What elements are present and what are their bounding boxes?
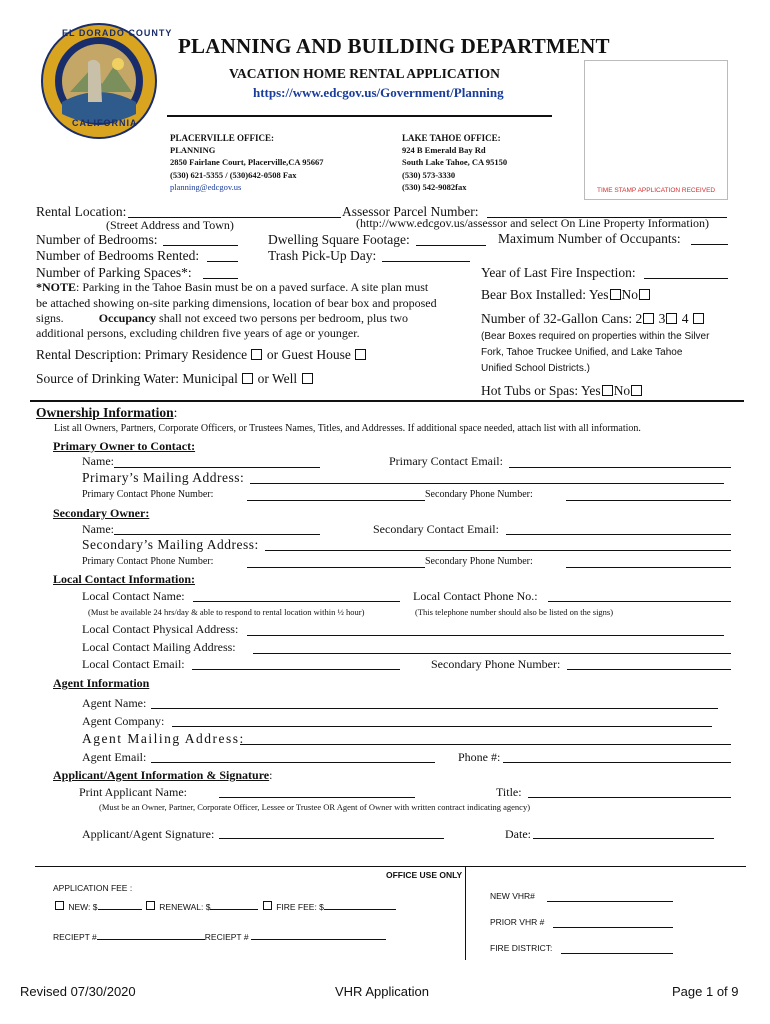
title-field[interactable] [528,797,731,798]
application-fee-label: APPLICATION FEE : [53,883,133,893]
secondary-email-label: Secondary Contact Email: [373,522,499,536]
new-fee-field[interactable] [98,909,142,910]
bear-box-label: Bear Box Installed: Yes [481,287,609,302]
agent-address-field[interactable] [240,744,731,745]
guest-house-checkbox[interactable] [355,349,366,360]
primary-secondary-phone-label: Secondary Phone Number: [425,489,533,500]
note-signs: signs. [36,311,64,325]
trash-pickup-label: Trash Pick-Up Day: [268,248,377,263]
well-checkbox[interactable] [302,373,313,384]
agent-company-label: Agent Company: [82,714,165,728]
local-name-label: Local Contact Name: [82,589,185,603]
fee-row [53,901,396,912]
secondary-name-field[interactable] [114,534,320,535]
hot-tubs-yes-checkbox[interactable] [602,385,613,396]
time-stamp-label: TIME STAMP APPLICATION RECEIVED [597,187,716,194]
renewal-field[interactable] [210,909,258,910]
note-text3: shall not exceed two persons per bedroom, plus two [159,311,408,325]
header-divider [167,115,552,117]
cans-label: Number of 32-Gallon Cans: 2 [481,311,643,326]
cans-row [481,311,705,327]
seal-text-top: EL DORADO COUNTY [62,28,173,38]
receipt1-field[interactable] [97,939,205,940]
primary-secondary-phone-field[interactable] [566,500,731,501]
parking-note-line4: additional persons, excluding children five years of age or younger. [36,326,360,340]
signature-heading [53,768,272,783]
secondary-secondary-phone-label: Secondary Phone Number: [425,556,533,567]
fire-fee-checkbox[interactable] [263,901,272,910]
bear-box-row [481,287,651,303]
note-text1: : Parking in the Tahoe Basin must be on a paved surface. A site plan must [76,280,429,294]
bear-box-yes-checkbox[interactable] [610,289,621,300]
tahoe-line2: South Lake Tahoe, CA 95150 [402,157,508,167]
office-use-box [35,866,746,961]
new-vhr-label: NEW VHR# [490,891,535,901]
bear-note-1: (Bear Boxes required on properties within the Silver [481,331,710,342]
agent-email-field[interactable] [151,762,435,763]
primary-name-field[interactable] [114,467,320,468]
new-fee-label: NEW: $ [68,902,98,912]
fire-inspection-field[interactable] [644,278,728,279]
footer-revised: Revised 07/30/2020 [20,984,136,999]
parking-note-line2: be attached showing on-site parking dimensions, location of bear box and proposed [36,296,437,310]
prior-vhr-label: PRIOR VHR # [490,917,545,927]
cans-4-checkbox[interactable] [693,313,704,324]
primary-name-label: Name: [82,454,114,468]
local-mailing-label: Local Contact Mailing Address: [82,640,236,654]
print-name-label: Print Applicant Name: [79,785,187,799]
dwelling-sqft-label: Dwelling Square Footage: [268,232,410,247]
primary-phone-label: Primary Contact Phone Number: [82,489,214,500]
parking-spaces-field[interactable] [203,278,238,279]
primary-mailing-label: Primary’s Mailing Address: [82,470,245,485]
rental-location-label: Rental Location: [36,204,127,219]
fire-fee-label: FIRE FEE: $ [276,902,324,912]
bear-note-2: Fork, Tahoe Truckee Unified, and Lake Tahoe [481,347,683,358]
fire-inspection-label: Year of Last Fire Inspection: [481,265,636,280]
footer-page: Page 1 of 9 [672,984,739,999]
tahoe-office-title: LAKE TAHOE OFFICE: [402,133,501,143]
local-physical-field[interactable] [247,635,724,636]
agent-company-field[interactable] [172,726,712,727]
fire-fee-field[interactable] [324,909,396,910]
receipt2-label: RECIEPT # [204,932,249,942]
seal-text-bottom: CALIFORNIA [72,118,138,128]
cans-4-label: 4 [681,311,689,326]
primary-email-field[interactable] [509,467,731,468]
page-title: PLANNING AND BUILDING DEPARTMENT [178,34,610,58]
placerville-line2: 2850 Fairlane Court, Placerville,CA 95667 [170,157,324,167]
section-divider [30,400,744,402]
placerville-email[interactable]: planning@edcgov.us [170,182,242,192]
agent-email-label: Agent Email: [82,750,147,764]
street-hint: (Street Address and Town) [106,218,234,232]
primary-mailing-field[interactable] [250,483,724,484]
tahoe-line1: 924 B Emerald Bay Rd [402,145,486,155]
hot-tubs-no-checkbox[interactable] [631,385,642,396]
agent-heading: Agent Information [53,676,150,690]
local-secondary-phone-label: Secondary Phone Number: [431,657,561,671]
secondary-mailing-field[interactable] [265,550,731,551]
receipt2-field[interactable] [251,939,386,940]
placerville-office-title: PLACERVILLE OFFICE: [170,133,274,143]
hot-tubs-label: Hot Tubs or Spas: Yes [481,383,601,398]
local-availability-hint: (Must be available 24 hrs/day & able to respond to rental location within ½ hour) [88,607,365,617]
fire-district-field[interactable] [561,953,673,954]
local-contact-heading: Local Contact Information: [53,572,195,586]
bedrooms-rented-label: Number of Bedrooms Rented: [36,248,200,263]
secondary-email-field[interactable] [506,534,731,535]
trash-pickup-field[interactable] [382,261,470,262]
signature-field[interactable] [219,838,444,839]
new-fee-checkbox[interactable] [55,901,64,910]
rental-desc-label: Rental Description: Primary Residence [36,347,248,362]
parking-note-line3 [36,311,408,326]
note-bold: *NOTE [36,280,77,294]
local-phone-field[interactable] [548,601,731,602]
hot-tubs-row [481,383,643,399]
prior-vhr-field[interactable] [553,927,673,928]
max-occupants-label: Maximum Number of Occupants: [498,231,681,246]
office-use-divider [465,866,466,960]
date-field[interactable] [533,838,714,839]
secondary-primary-phone-field[interactable] [247,567,425,568]
primary-email-label: Primary Contact Email: [389,454,503,468]
date-label: Date: [505,827,531,841]
agent-name-label: Agent Name: [82,696,147,710]
cans-3-checkbox[interactable] [666,313,677,324]
hot-tubs-no-label: No [613,383,631,398]
cans-2-checkbox[interactable] [643,313,654,324]
primary-owner-heading: Primary Owner to Contact: [53,439,196,453]
primary-phone-field[interactable] [247,500,425,501]
water-label: Source of Drinking Water: Municipal [36,371,238,386]
ownership-heading [36,405,177,421]
ownership-instruction: List all Owners, Partners, Corporate Officers, or Trustees Names, Titles, and Addresses. If additional space needed, attach list with all information. [54,423,641,434]
office-use-heading: OFFICE USE ONLY [386,870,463,880]
ownership-colon: : [173,405,178,420]
placerville-line3: (530) 621-5355 / (530)642-0508 Fax [170,170,297,180]
bedrooms-rented-field[interactable] [207,261,238,262]
signature-label: Applicant/Agent Signature: [82,827,215,841]
note-occupancy: Occupancy [98,311,157,325]
fire-district-label: FIRE DISTRICT: [490,943,553,953]
form-subtitle: VACATION HOME RENTAL APPLICATION [229,66,500,81]
bedrooms-field[interactable] [163,245,238,246]
primary-residence-checkbox[interactable] [251,349,262,360]
bear-box-no-checkbox[interactable] [639,289,650,300]
tahoe-line4: (530) 542-9082fax [402,182,467,192]
rental-description-row [36,347,367,363]
water-or: or Well [257,371,298,386]
receipt-row [53,932,386,942]
signature-heading-text: Applicant/Agent Information & Signature [53,768,270,782]
renewal-label: RENEWAL: $ [159,902,211,912]
agent-name-field[interactable] [151,708,718,709]
bear-box-no-label: No [621,287,638,302]
tahoe-line3: (530) 573-3330 [402,170,456,180]
planning-url[interactable]: https://www.edcgov.us/Government/Planning [253,85,504,100]
signature-hint: (Must be an Owner, Partner, Corporate Officer, Lessee or Trustee OR Agent of Owner with written contract indicating agency) [99,802,531,812]
renewal-checkbox[interactable] [146,901,155,910]
parking-note-line1 [36,280,428,295]
local-signs-hint: (This telephone number should also be listed on the signs) [415,607,614,617]
max-occupants-field[interactable] [691,244,728,245]
new-vhr-field[interactable] [547,901,673,902]
local-secondary-phone-field[interactable] [567,669,731,670]
municipal-checkbox[interactable] [242,373,253,384]
secondary-owner-heading: Secondary Owner: [53,506,150,520]
parking-spaces-label: Number of Parking Spaces*: [36,265,192,280]
placerville-line1: PLANNING [170,145,216,155]
print-name-field[interactable] [219,797,415,798]
title-label: Title: [496,785,522,799]
agent-address-label: Agent Mailing Address: [82,731,245,746]
dwelling-sqft-field[interactable] [416,245,486,246]
drinking-water-row [36,371,314,387]
ownership-heading-text: Ownership Information [36,405,174,420]
assessor-hint: (http://www.edcgov.us/assessor and select On Line Property Information) [356,216,710,230]
assessor-parcel-label: Assessor Parcel Number: [342,204,479,219]
receipt1-label: RECIEPT # [53,932,97,942]
local-phone-label: Local Contact Phone No.: [413,589,538,603]
rental-desc-or: or Guest House [266,347,351,362]
agent-phone-field[interactable] [503,762,731,763]
local-physical-label: Local Contact Physical Address: [82,622,239,636]
local-email-label: Local Contact Email: [82,657,185,671]
local-name-field[interactable] [193,601,400,602]
cans-3-label: 3 [658,311,666,326]
secondary-secondary-phone-field[interactable] [566,567,731,568]
agent-phone-label: Phone #: [458,750,501,764]
local-email-field[interactable] [192,669,400,670]
secondary-mailing-label: Secondary’s Mailing Address: [82,537,259,552]
local-mailing-field[interactable] [253,653,731,654]
secondary-name-label: Name: [82,522,114,536]
time-stamp-box [584,60,728,200]
footer-center: VHR Application [335,984,429,999]
signature-colon: : [269,768,273,782]
bear-note-3: Unified School Districts.) [481,363,590,374]
bedrooms-label: Number of Bedrooms: [36,232,158,247]
secondary-primary-phone-label: Primary Contact Phone Number: [82,556,214,567]
